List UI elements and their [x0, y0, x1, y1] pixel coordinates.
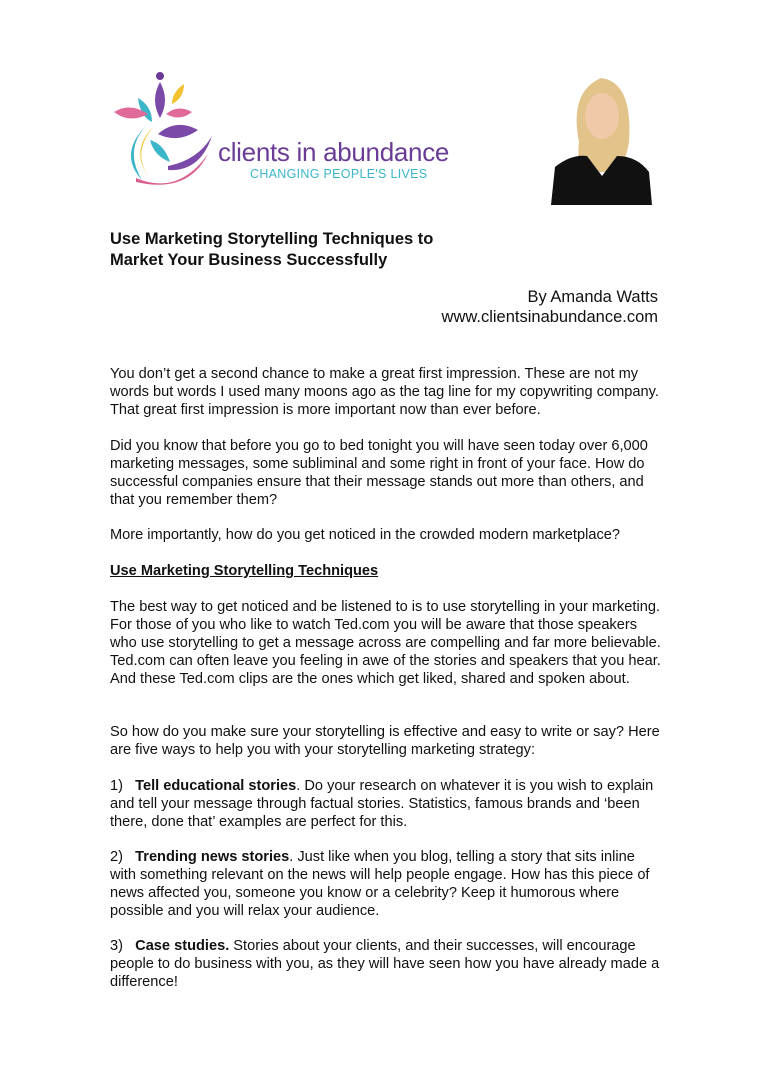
title-line: Market Your Business Successfully	[110, 251, 388, 269]
list-number: 3)	[110, 938, 123, 954]
title-line: Use Marketing Storytelling Techniques to	[110, 230, 434, 248]
list-text: . Just like when you blog, telling a story that sits inline with something relevant on the news will help people engage. How has this piece of news affected you, someone you know or a celebrity? Keep it humorous where possible and you will relax your audience.	[110, 849, 650, 919]
paragraph: The best way to get noticed and be listened to is to use storytelling in your marketing. For those of you who like to watch Ted.com you will be aware that those speakers who use storytelling to get a message across are compelling and far more believable. Ted.com can often leave you feeling in awe of the stories and speakers that you hear. And these Ted.com clips are the ones which get liked, shared and spoken about.	[110, 599, 661, 687]
list-item	[110, 937, 662, 991]
section-heading: Use Marketing Storytelling Techniques	[110, 563, 379, 579]
paragraph: Did you know that before you go to bed tonight you will have seen today over 6,000 marketing messages, some subliminal and some right in front of your face. How do successful companies ensure that their message stands out more than others, and that you remember them?	[110, 438, 648, 508]
paragraph: More importantly, how do you get noticed in the crowded modern marketplace?	[110, 527, 620, 543]
byline	[442, 287, 658, 327]
list-number: 2)	[110, 849, 123, 865]
list-bold-lead: Trending news stories	[135, 849, 290, 865]
list-bold-lead: Tell educational stories	[135, 778, 297, 794]
list-text: . Do your research on whatever it is you wish to explain and tell your message through factual stories. Statistics, famous brands and ‘been there, done that’ examples are perfect for this.	[110, 778, 654, 830]
lotus-logo-icon	[108, 70, 220, 190]
list-text: Stories about your clients, and their successes, will encourage people to do business with you, as they will have seen how you have already made a difference!	[110, 938, 660, 990]
website-link[interactable]: www.clientsinabundance.com	[441, 308, 658, 326]
author-photo	[551, 72, 652, 205]
article-title	[110, 229, 433, 271]
paragraph: You don’t get a second chance to make a great first impression. These are not my words but words I used many moons ago as the tag line for my copywriting company. That great first impression is more important now than ever before.	[110, 366, 659, 418]
list-bold-lead: Case studies.	[135, 938, 230, 954]
brand-name: clients in abundance	[218, 137, 450, 167]
author-name: By Amanda Watts	[527, 288, 658, 306]
brand-tagline: CHANGING PEOPLE'S LIVES	[250, 167, 428, 181]
list-item	[110, 848, 662, 920]
list-item	[110, 777, 662, 831]
list-number: 1)	[110, 778, 123, 794]
paragraph: So how do you make sure your storytelling is effective and easy to write or say? Here are five ways to help you with your storytelling marketing strategy:	[110, 724, 660, 758]
